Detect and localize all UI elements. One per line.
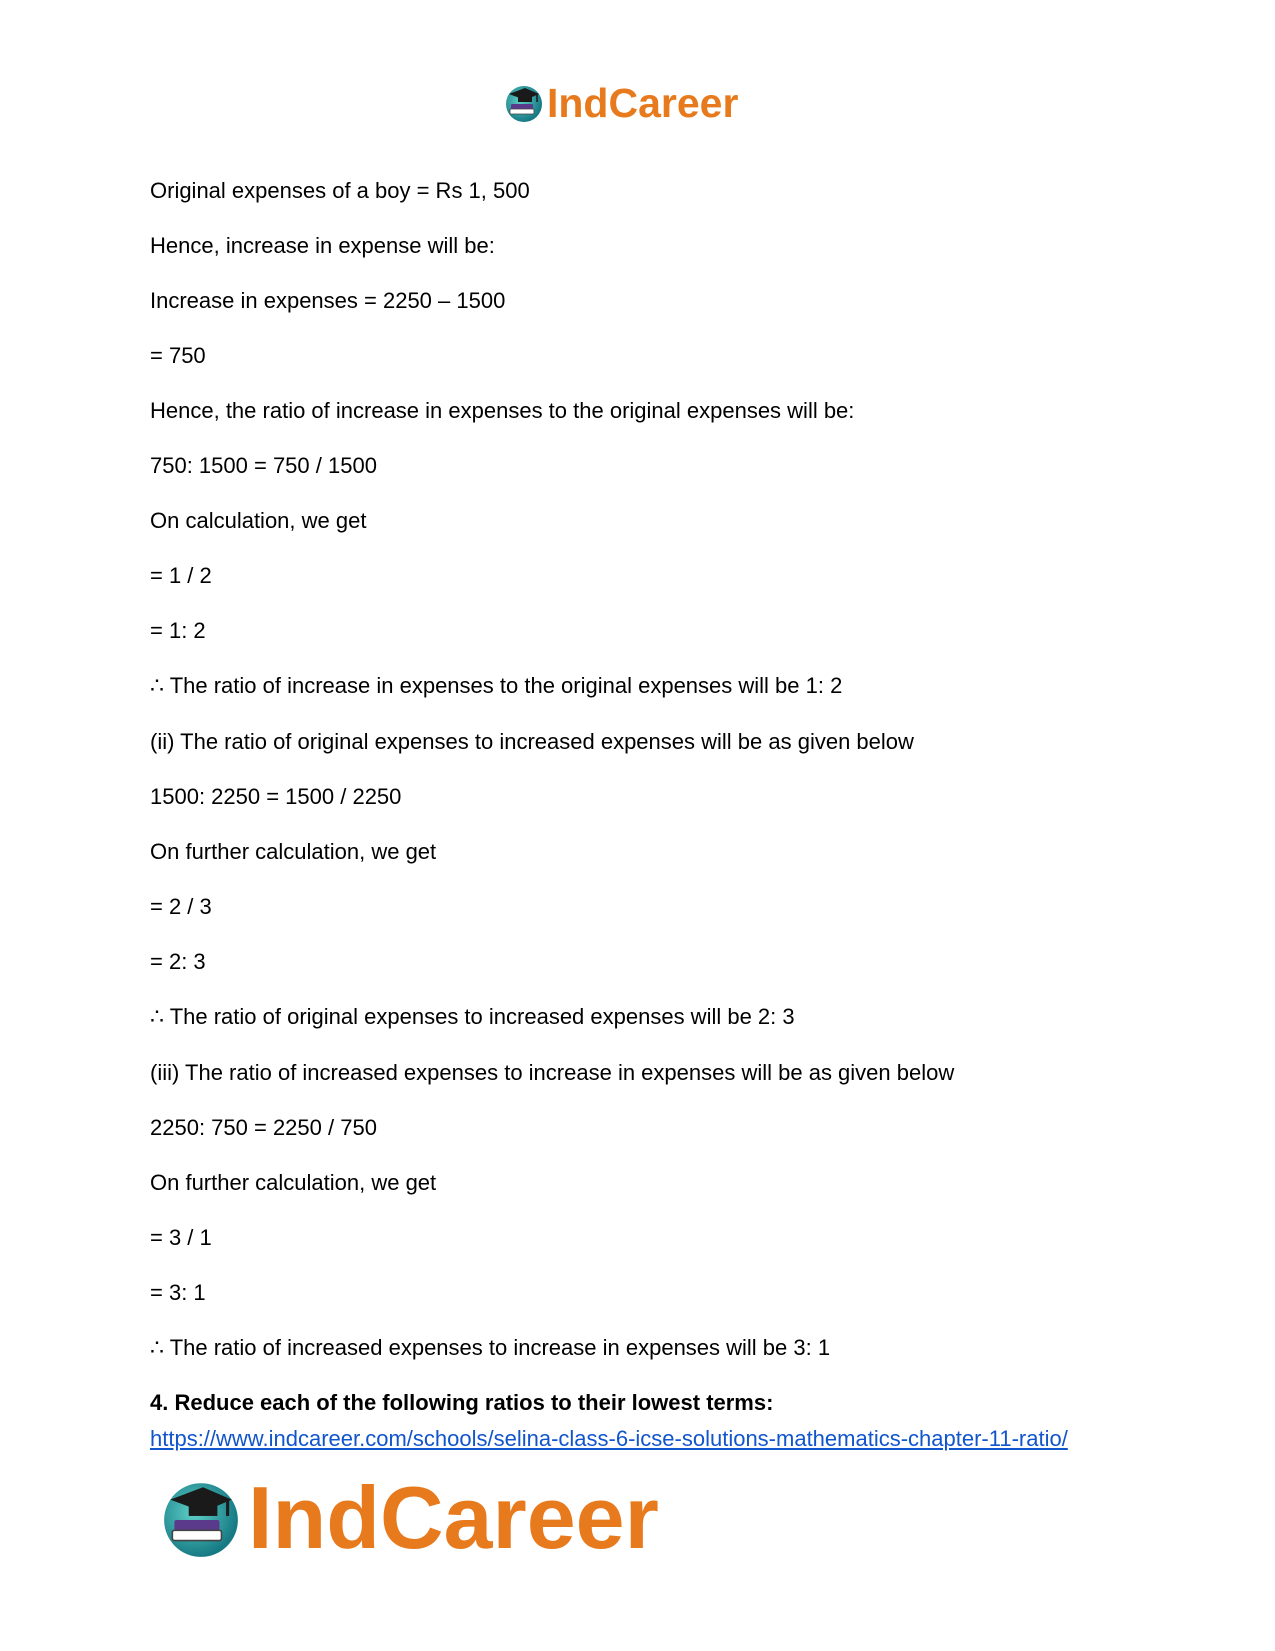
text-line: 750: 1500 = 750 / 1500 (150, 453, 377, 478)
conclusion-line: ∴ The ratio of increase in expenses to the original expenses will be 1: 2 (150, 673, 843, 698)
text-line: = 2 / 3 (150, 894, 212, 919)
footer-logo (158, 1470, 659, 1566)
text-line: = 1 / 2 (150, 563, 212, 588)
header-logo (503, 80, 738, 126)
graduation-cap-globe-icon (503, 82, 545, 124)
text-line: 1500: 2250 = 1500 / 2250 (150, 784, 402, 809)
text-line: Original expenses of a boy = Rs 1, 500 (150, 178, 530, 203)
text-line: Hence, the ratio of increase in expenses to the original expenses will be: (150, 398, 855, 423)
text-line: (ii) The ratio of original expenses to increased expenses will be as given below (150, 729, 914, 754)
text-line: = 3: 1 (150, 1280, 206, 1305)
text-line: = 3 / 1 (150, 1225, 212, 1250)
conclusion-line: ∴ The ratio of increased expenses to increase in expenses will be 3: 1 (150, 1335, 831, 1360)
text-line: On calculation, we get (150, 508, 367, 533)
logo-text: IndCareer (248, 1468, 659, 1567)
source-link[interactable]: https://www.indcareer.com/schools/selina-class-6-icse-solutions-mathematics-chapter-11-ratio/ (150, 1426, 1068, 1451)
text-line: (iii) The ratio of increased expenses to increase in expenses will be as given below (150, 1060, 955, 1085)
text-line: On further calculation, we get (150, 839, 437, 864)
text-line: = 750 (150, 343, 206, 368)
text-line: 2250: 750 = 2250 / 750 (150, 1115, 377, 1140)
text-line: On further calculation, we get (150, 1170, 437, 1195)
graduation-cap-globe-icon (158, 1475, 244, 1561)
text-line: Hence, increase in expense will be: (150, 233, 495, 258)
question-heading: 4. Reduce each of the following ratios to their lowest terms: (150, 1390, 774, 1415)
text-line: Increase in expenses = 2250 – 1500 (150, 288, 506, 313)
text-line: = 2: 3 (150, 949, 206, 974)
text-line: = 1: 2 (150, 618, 206, 643)
conclusion-line: ∴ The ratio of original expenses to increased expenses will be 2: 3 (150, 1004, 795, 1029)
logo-text: IndCareer (547, 79, 739, 126)
